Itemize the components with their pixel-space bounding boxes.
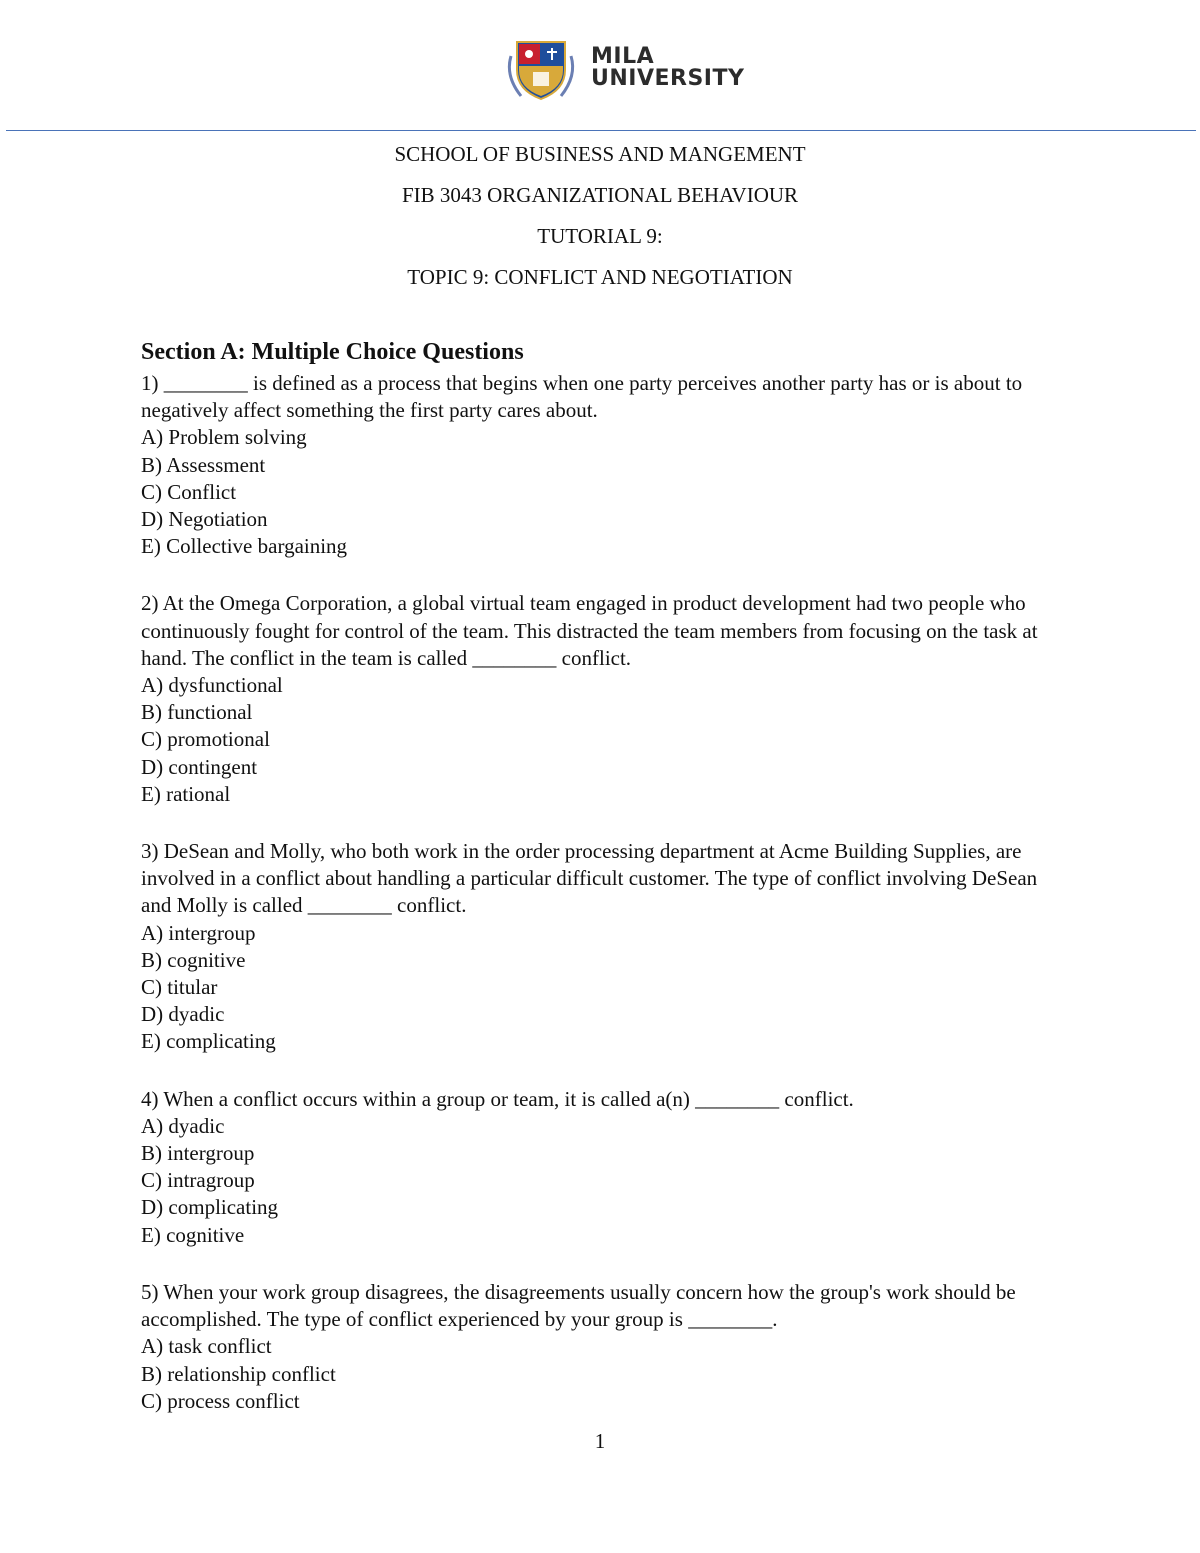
question-stem: 5) When your work group disagrees, the disagreements usually concern how the group's work should be accomplished. The type of conflict experienced by your group is ________.	[141, 1279, 1016, 1332]
option: B) cognitive	[141, 947, 246, 972]
course-heading: FIB 3043 ORGANIZATIONAL BEHAVIOUR	[401, 183, 799, 207]
option: A) dyadic	[141, 1113, 225, 1138]
university-logo	[503, 36, 748, 102]
option: E) complicating	[141, 1029, 276, 1054]
option: C) promotional	[141, 727, 270, 752]
header-rule	[6, 130, 1196, 131]
option: D) Negotiation	[141, 507, 268, 532]
option: D) dyadic	[141, 1002, 225, 1027]
option: A) Problem solving	[141, 425, 307, 450]
question-stem: 1) ________ is defined as a process that begins when one party perceives another party has or is about to negatively affect something the first party cares about.	[141, 371, 1023, 423]
question-stem: 2) At the Omega Corporation, a global virtual team engaged in product development had two people who continuously fought for control of the team. This distracted the team members from focusing on the task at hand. The conflict in the team is called ________ conflict.	[141, 591, 1038, 670]
page-number: 1	[594, 1429, 606, 1453]
option: C) process conflict	[141, 1388, 300, 1413]
option: E) Collective bargaining	[141, 534, 348, 559]
school-heading: SCHOOL OF BUSINESS AND MANGEMENT	[394, 142, 806, 166]
option: E) cognitive	[141, 1222, 245, 1247]
option: C) intragroup	[141, 1168, 255, 1193]
question-5	[141, 1279, 1071, 1415]
document-headings	[0, 141, 1200, 305]
option: B) Assessment	[141, 452, 266, 477]
question-1	[141, 370, 1071, 560]
question-4	[141, 1086, 1071, 1249]
question-3	[141, 838, 1071, 1056]
document-body	[141, 337, 1071, 1415]
option: C) Conflict	[141, 479, 237, 504]
question-stem: 3) DeSean and Molly, who both work in the order processing department at Acme Building Supplies, are involved in a conflict about handling a particular difficult customer. The type of conflict involving DeSean and Molly is called ________ conflict.	[141, 839, 1038, 918]
option: B) intergroup	[141, 1141, 255, 1166]
question-2	[141, 590, 1071, 808]
option: B) functional	[141, 700, 253, 725]
option: D) complicating	[141, 1195, 279, 1220]
logo-line-2: UNIVERSITY	[591, 66, 745, 91]
option: A) dysfunctional	[141, 673, 283, 698]
option: A) intergroup	[141, 920, 256, 945]
option: A) task conflict	[141, 1334, 272, 1359]
logo-line-1: MILA	[591, 44, 655, 69]
option: E) rational	[141, 781, 231, 806]
option: B) relationship conflict	[141, 1361, 336, 1386]
tutorial-heading: TUTORIAL 9:	[537, 224, 663, 248]
question-stem: 4) When a conflict occurs within a group or team, it is called a(n) ________ conflict.	[141, 1086, 854, 1111]
university-crest-icon	[503, 36, 579, 102]
topic-heading: TOPIC 9: CONFLICT AND NEGOTIATION	[407, 265, 793, 289]
option: C) titular	[141, 975, 218, 1000]
option: D) contingent	[141, 754, 258, 779]
section-title: Section A: Multiple Choice Questions	[141, 339, 524, 365]
